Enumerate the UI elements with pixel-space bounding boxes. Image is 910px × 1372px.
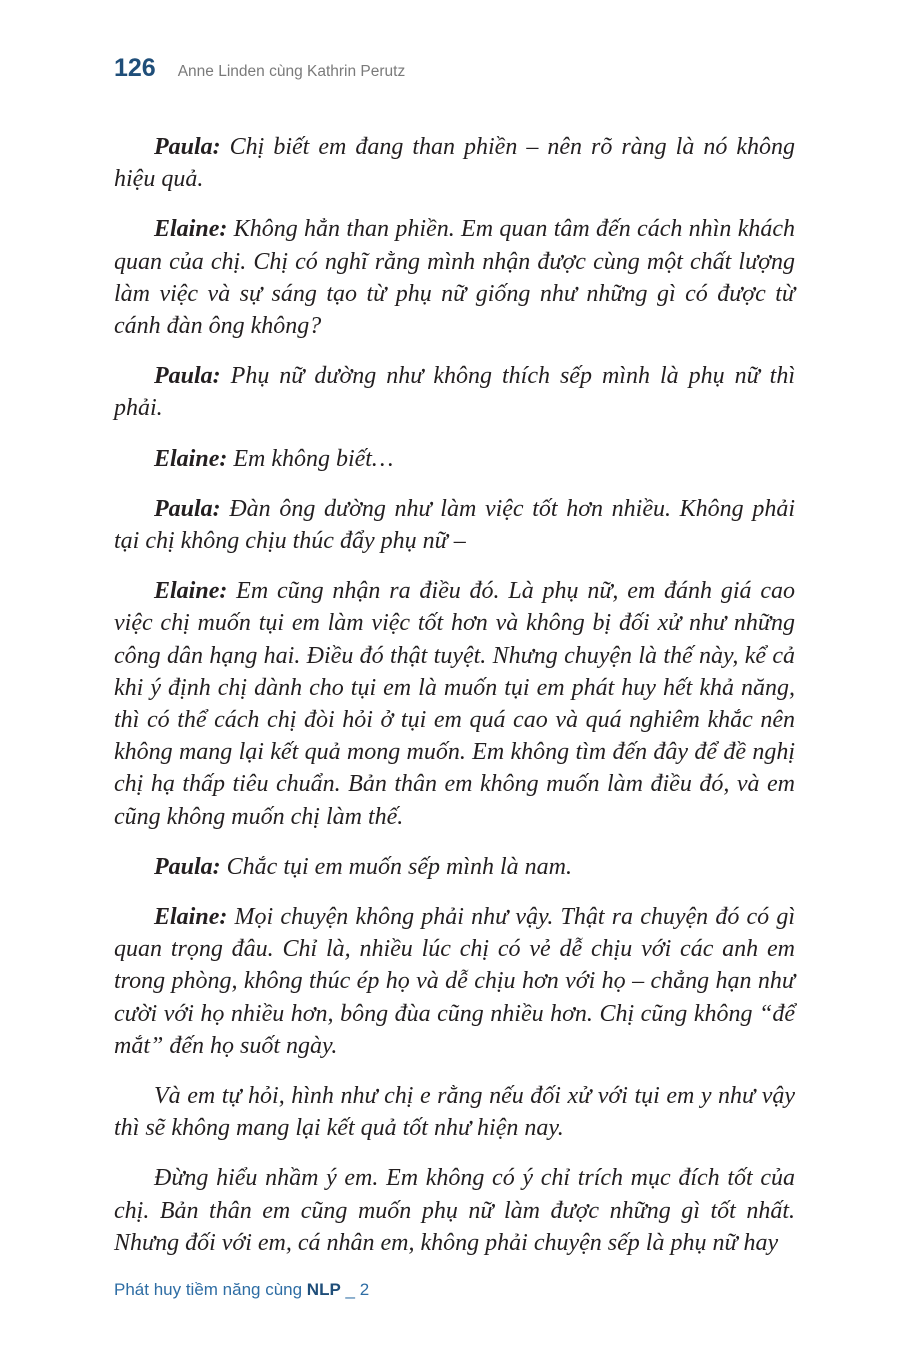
- dialogue-paragraph: [114, 131, 795, 195]
- speaker-name: Paula:: [154, 495, 221, 522]
- paragraph-text: Phụ nữ dường như không thích sếp mình là phụ nữ thì phải.: [114, 363, 795, 422]
- footer-suffix: _ 2: [340, 1280, 370, 1299]
- speaker-name: Elaine:: [154, 578, 228, 605]
- speaker-name: Paula:: [154, 853, 221, 880]
- speaker-name: Paula:: [154, 363, 221, 390]
- dialogue-paragraph: [114, 443, 795, 475]
- running-footer: [114, 1280, 369, 1300]
- dialogue-paragraph: [114, 851, 795, 883]
- dialogue-paragraph: [114, 901, 795, 1062]
- dialogue-paragraph: [114, 1080, 795, 1144]
- footer-series-text: Phát huy tiềm năng cùng: [114, 1280, 307, 1299]
- paragraph-text: Chị biết em đang than phiền – nên rõ ràng là nó không hiệu quả.: [114, 134, 795, 193]
- speaker-name: Elaine:: [154, 216, 228, 243]
- dialogue-paragraph: [114, 213, 795, 342]
- footer-brand: NLP: [306, 1280, 341, 1299]
- header-authors: Anne Linden cùng Kathrin Perutz: [177, 63, 406, 80]
- speaker-name: Paula:: [154, 134, 221, 160]
- paragraph-text: Không hẳn than phiền. Em quan tâm đến cách nhìn khách quan của chị. Chị có nghĩ rằng mình nhận được cùng một chất lượng làm việc và sự sáng tạo từ phụ nữ giống như những gì có được từ cánh đàn ông không?: [114, 216, 795, 340]
- paragraph-text: Em cũng nhận ra điều đó. Là phụ nữ, em đánh giá cao việc chị muốn tụi em làm việc tốt hơn và không bị đối xử như những công dân hạng hai. Điều đó thật tuyệt. Nhưng chuyện là thế này, kể cả khi ý định chị dành cho tụi em là muốn tụi em phát huy hết khả năng, thì có thể cách chị đòi hỏi ở tụi em quá cao và quá nghiêm khắc nên không mang lại kết quả mong muốn. Em không tìm đến đây để đề nghị chị hạ thấp tiêu chuẩn. Bản thân em không muốn làm điều đó, và em cũng không muốn chị làm thế.: [114, 578, 795, 830]
- paragraph-text: Chắc tụi em muốn sếp mình là nam.: [220, 853, 572, 880]
- paragraph-text: Đừng hiểu nhầm ý em. Em không có ý chỉ trích mục đích tốt của chị. Bản thân em cũng muốn phụ nữ làm được những gì tốt nhất. Nhưng đối với em, cá nhân em, không phải chuyện sếp là phụ nữ hay: [114, 1165, 795, 1256]
- paragraph-text: Mọi chuyện không phải như vậy. Thật ra chuyện đó có gì quan trọng đâu. Chỉ là, nhiều lúc chị có vẻ dễ chịu với các anh em trong phòng, không thúc ép họ và dễ chịu hơn với họ – chẳng hạn như cười với họ nhiều hơn, bông đùa cũng nhiều hơn. Chị cũng không “để mắt” đến họ suốt ngày.: [114, 904, 795, 1059]
- dialogue-paragraph: [114, 1162, 795, 1259]
- page-number: 126: [114, 54, 156, 82]
- dialogue-paragraph: [114, 575, 795, 833]
- body-text: [114, 131, 795, 1277]
- paragraph-text: Đàn ông dường như làm việc tốt hơn nhiều. Không phải tại chị không chịu thúc đẩy phụ nữ –: [114, 495, 795, 555]
- dialogue-paragraph: [114, 493, 795, 557]
- paragraph-text: Em không biết…: [227, 445, 394, 472]
- paragraph-text: Và em tự hỏi, hình như chị e rằng nếu đối xử với tụi em y như vậy thì sẽ không mang lại kết quả tốt như hiện nay.: [114, 1083, 795, 1142]
- speaker-name: Elaine:: [154, 904, 228, 931]
- dialogue-paragraph: [114, 360, 795, 424]
- speaker-name: Elaine:: [154, 445, 228, 472]
- running-header: [114, 54, 405, 83]
